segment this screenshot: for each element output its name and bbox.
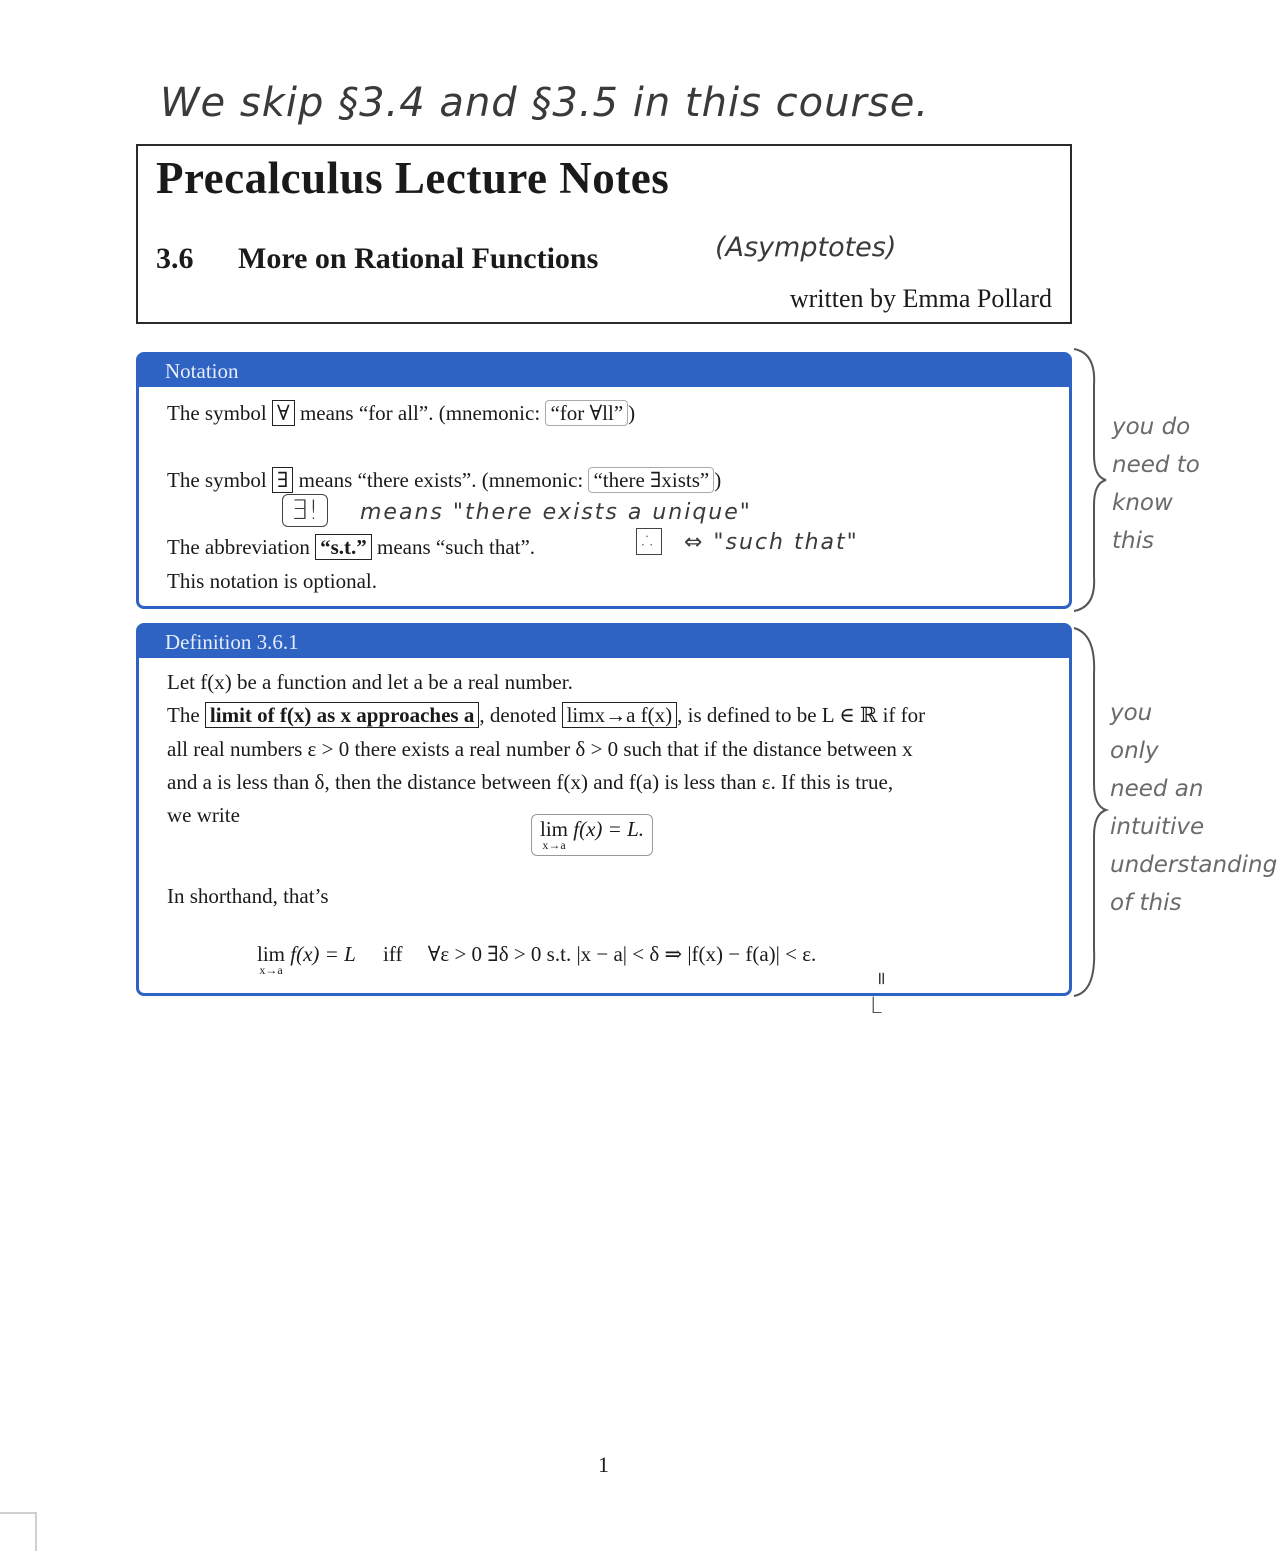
notation-heading: Notation <box>139 355 1069 387</box>
limit-term: limit of f(x) as x approaches a <box>205 702 479 728</box>
right-brace-notation <box>1072 345 1112 615</box>
st-line: The abbreviation “s.t.” means “such that”. <box>167 535 536 559</box>
exists-mnemonic: “there ∃xists” <box>588 467 714 493</box>
shorthand-equation: lim x→a f(x) = L iff ∀ε > 0 ∃δ > 0 s.t. |x − a| < δ ⇒ |f(x) − f(a)| < ε. <box>257 942 817 977</box>
definition-line-3: all real numbers ε > 0 there exists a real number δ > 0 such that if the distance between x <box>167 737 913 761</box>
definition-line-5: we write <box>167 803 240 827</box>
definition-line-4: and a is less than δ, then the distance between f(x) and f(a) is less than ε. If this is true, <box>167 770 894 794</box>
exists-line: The symbol ∃ means “there exists”. (mnemonic: “there ∃xists” ) <box>167 468 722 492</box>
title-box <box>136 144 1072 324</box>
forall-symbol: ∀ <box>272 400 295 426</box>
definition-line-2: The limit of f(x) as x approaches a , denoted limx→a f(x) , is defined to be L ∈ ℝ if for <box>167 703 926 727</box>
shorthand-label: In shorthand, that’s <box>167 884 329 908</box>
limit-notation: limx→a f(x) <box>562 702 678 728</box>
section-title: More on Rational Functions <box>238 242 599 275</box>
handwritten-such-that-meaning: ⇔ "such that" <box>684 530 859 555</box>
display-equation: lim x→a f(x) = L. <box>531 814 653 856</box>
handwritten-asymptotes: (Asymptotes) <box>715 232 897 263</box>
handwritten-exists-unique-meaning: means "there exists a unique" <box>360 500 752 525</box>
document-title: Precalculus Lecture Notes <box>156 153 670 203</box>
st-symbol: “s.t.” <box>315 534 372 560</box>
author-line: written by Emma Pollard <box>789 284 1052 313</box>
side-note-definition: you only need an intuitive understanding of this <box>1110 700 1277 916</box>
handwritten-equals-mark: = <box>871 970 893 987</box>
handwritten-exists-unique-symbol: ∃! <box>282 494 328 527</box>
handwritten-therefore-symbol: ∴ <box>636 528 662 555</box>
definition-line-1: Let f(x) be a function and let a be a real number. <box>167 670 573 694</box>
forall-mnemonic: “for ∀ll” <box>545 400 628 426</box>
handwritten-L-mark: L <box>870 994 883 1019</box>
scan-corner-mark <box>0 1505 40 1555</box>
definition-heading: Definition 3.6.1 <box>139 626 1069 658</box>
side-note-notation: you do need to know this <box>1112 414 1200 554</box>
exists-symbol: ∃ <box>272 467 293 493</box>
handwritten-top-note: We skip §3.4 and §3.5 in this course. <box>160 80 930 126</box>
definition-box <box>136 623 1072 996</box>
notation-box <box>136 352 1072 609</box>
section-number: 3.6 <box>156 242 194 275</box>
optional-line: This notation is optional. <box>167 569 377 593</box>
forall-line: The symbol ∀ means “for all”. (mnemonic: “for ∀ll” ) <box>167 401 636 425</box>
page-number: 1 <box>598 1452 609 1477</box>
right-brace-definition <box>1072 624 1112 999</box>
